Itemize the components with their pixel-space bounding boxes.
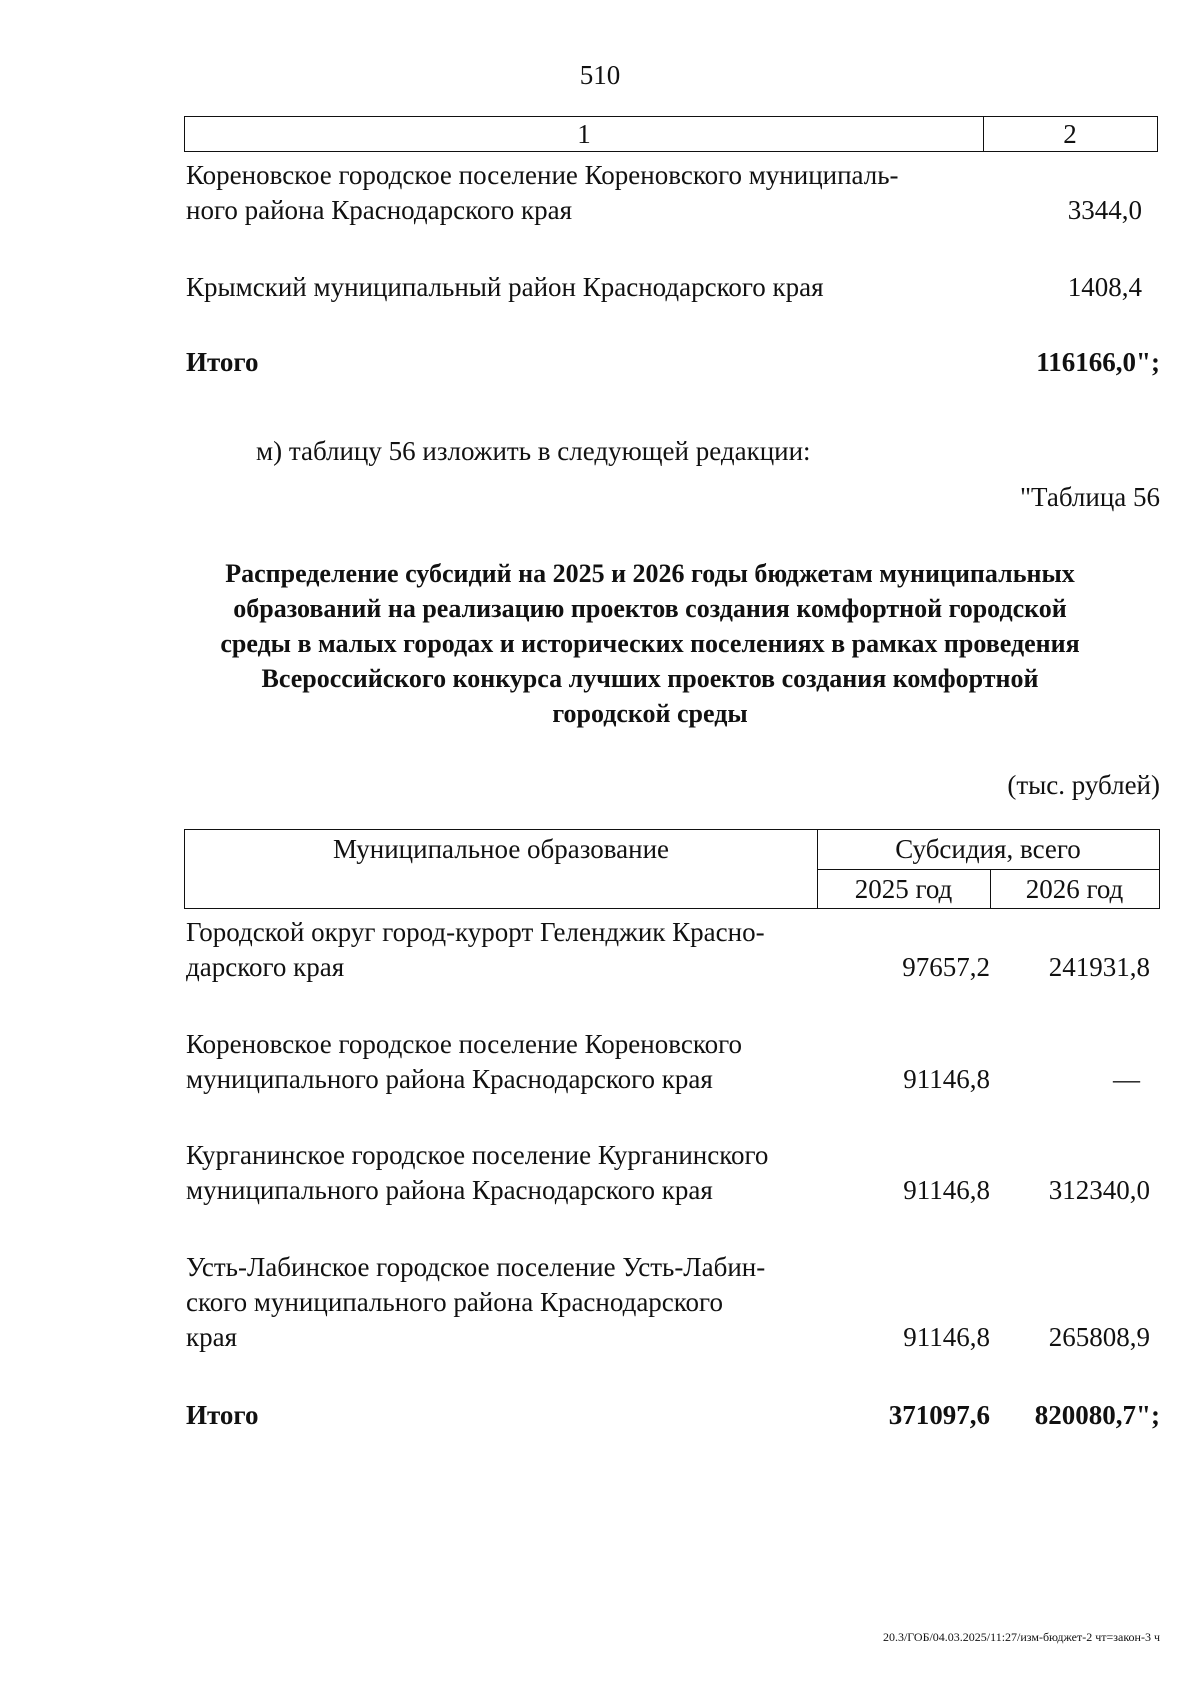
main-row-2-label-line-1: Кореновское городское поселение Кореновского [186, 1029, 742, 1059]
table-heading [160, 556, 1140, 731]
column-number-2: 2 [1063, 119, 1077, 149]
header-municipality: Муниципальное образование [332, 834, 670, 864]
top-row-2-label: Крымский муниципальный район Краснодарского края [186, 272, 824, 302]
main-total-label: Итого [186, 1400, 259, 1430]
main-row-4-label-line-1: Усть-Лабинское городское поселение Усть-Лабин- [186, 1252, 766, 1282]
instruction-text: м) таблицу 56 изложить в следующей редакции: [256, 436, 811, 466]
main-row-2-value-2026: — [1113, 1064, 1140, 1094]
main-row-4-value-2025: 91146,8 [903, 1322, 990, 1352]
document-footer-code: 20.3/ГОБ/04.03.2025/11:27/изм-бюджет-2 чт=закон-3 ч [882, 1630, 1160, 1644]
page-number: 510 [579, 60, 621, 90]
top-row-1-value: 3344,0 [1067, 195, 1142, 225]
main-row-3-value-2025: 91146,8 [903, 1175, 990, 1205]
main-row-2-label-line-2: муниципального района Краснодарского края [186, 1064, 713, 1094]
heading-line-2: образований на реализацию проектов создания комфортной городской [233, 594, 1067, 623]
main-row-1-label-line-1: Городской округ город-курорт Геленджик Красно- [186, 917, 765, 947]
main-row-2-value-2025: 91146,8 [903, 1064, 990, 1094]
main-table-header [184, 829, 1160, 909]
main-row-3-label-line-2: муниципального района Краснодарского края [186, 1175, 713, 1205]
main-row-1-value-2026: 241931,8 [1048, 952, 1150, 982]
heading-line-5: городской среды [552, 699, 748, 728]
main-row-4-label-line-3: края [186, 1322, 238, 1352]
main-total-value-2026: 820080,7"; [1034, 1400, 1160, 1430]
heading-line-4: Всероссийского конкурса лучших проектов создания комфортной [261, 664, 1039, 693]
top-row-1-label-line-2: ного района Краснодарского края [186, 195, 572, 225]
main-total-value-2025: 371097,6 [888, 1400, 990, 1430]
main-row-4-value-2026: 265808,9 [1048, 1322, 1150, 1352]
main-row-3-value-2026: 312340,0 [1048, 1175, 1150, 1205]
main-row-1-label-line-2: дарского края [186, 952, 345, 982]
header-year-2025: 2025 год [854, 874, 953, 904]
top-total-value: 116166,0"; [1036, 347, 1160, 377]
top-row-1-label-line-1: Кореновское городское поселение Кореновского муниципаль- [186, 160, 899, 190]
table-label: "Таблица 56 [1020, 482, 1160, 512]
main-row-3-label-line-1: Курганинское городское поселение Курганинского [186, 1140, 769, 1170]
column-number-strip [184, 116, 1158, 152]
top-row-2-value: 1408,4 [1067, 272, 1142, 302]
units-label: (тыс. рублей) [1007, 770, 1160, 800]
main-row-4-label-line-2: ского муниципального района Краснодарского [186, 1287, 723, 1317]
main-row-1-value-2025: 97657,2 [902, 952, 990, 982]
top-total-label: Итого [186, 347, 259, 377]
heading-line-3: среды в малых городах и исторических поселениях в рамках проведения [220, 629, 1080, 658]
header-year-2026: 2026 год [1025, 874, 1124, 904]
header-subsidy-total: Субсидия, всего [895, 834, 1081, 864]
column-number-1: 1 [577, 119, 591, 149]
heading-line-1: Распределение субсидий на 2025 и 2026 годы бюджетам муниципальных [225, 559, 1075, 588]
